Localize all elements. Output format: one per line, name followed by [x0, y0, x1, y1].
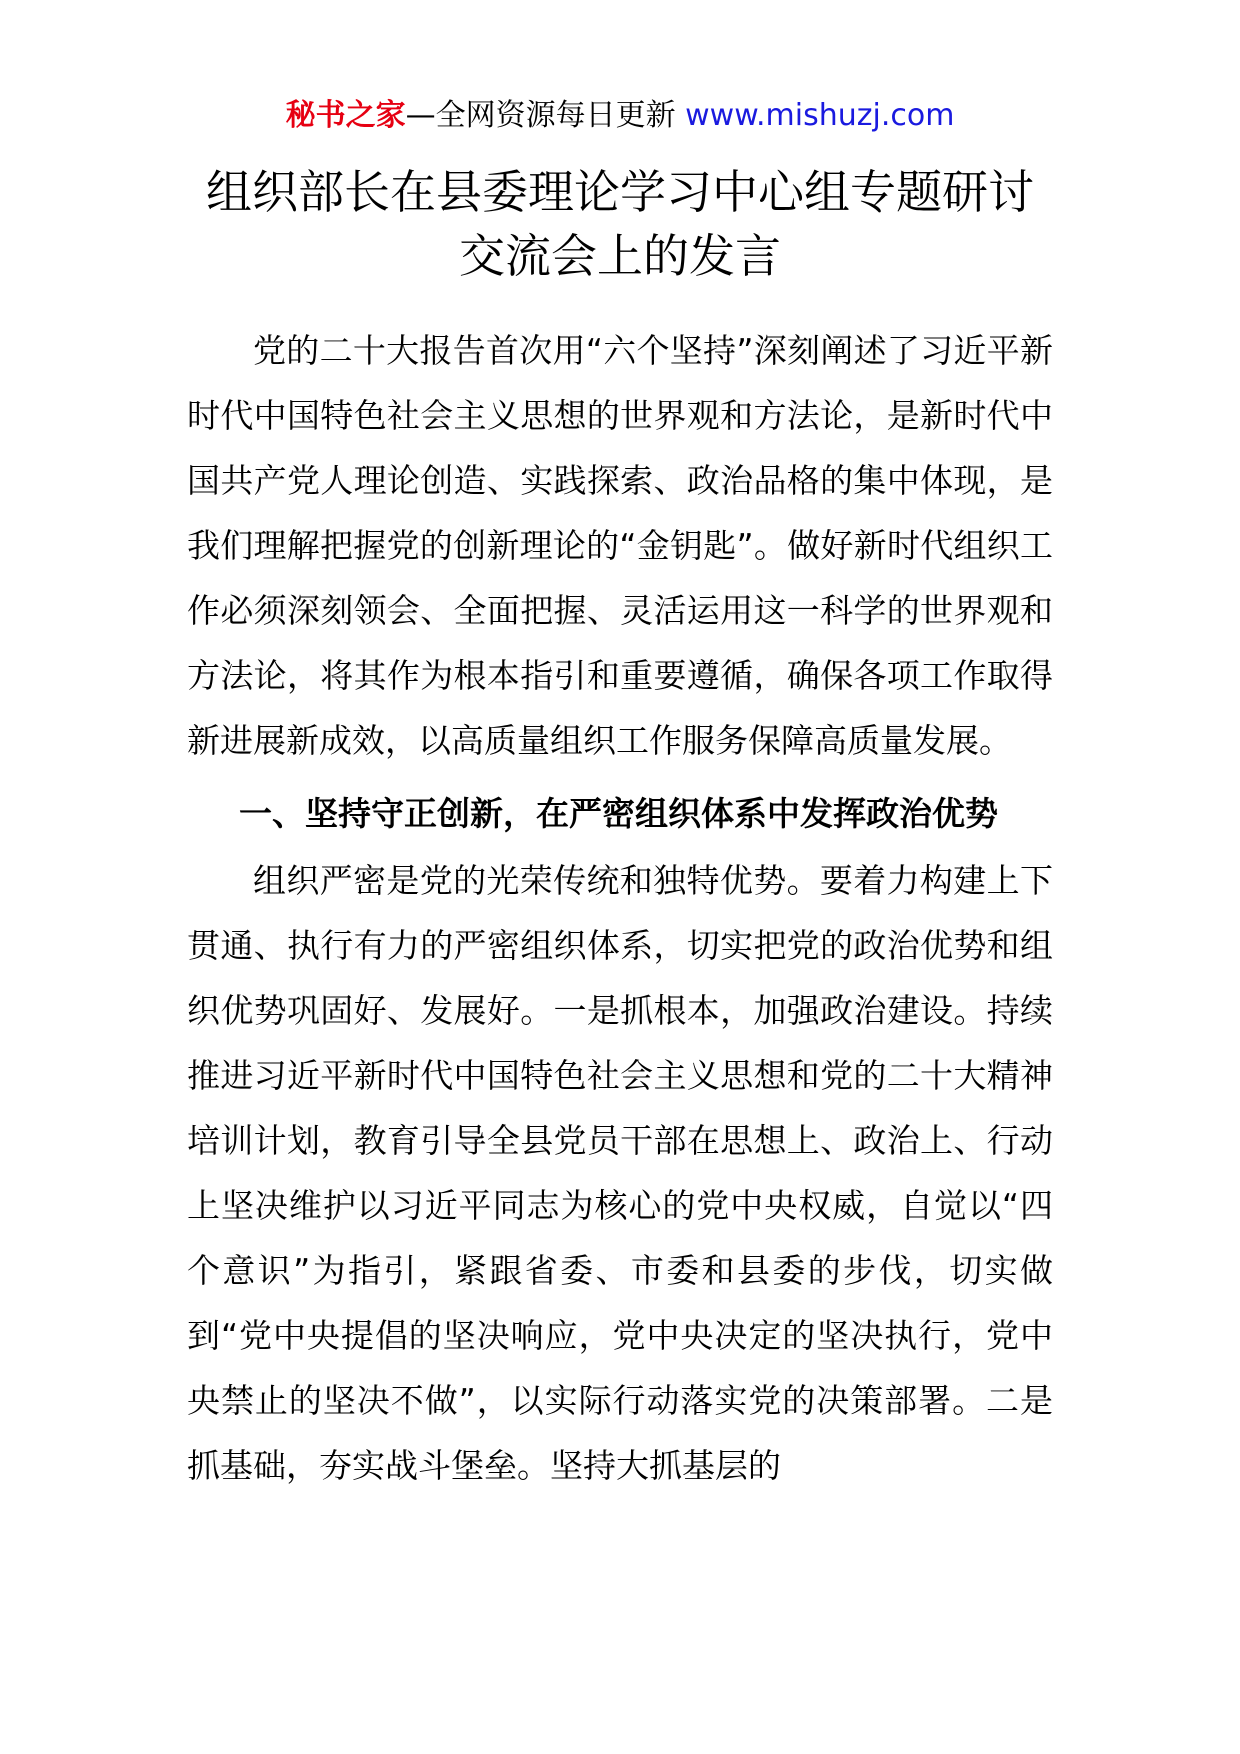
site-link[interactable]: www.mishuzj.com — [685, 98, 955, 133]
section-heading-1: 一、坚持守正创新，在严密组织体系中发挥政治优势 — [239, 794, 998, 833]
title-line-2: 交流会上的发言 — [459, 229, 781, 283]
watermark-header — [0, 96, 1240, 136]
brand-name: 秘书之家 — [285, 98, 406, 133]
paragraph-section-1: 组织严密是党的光荣传统和独特优势。要着力构建上下贯通、执行有力的严密组织体系，切实把党的政治优势和组织优势巩固好、发展好。一是抓根本，加强政治建设。持续推进习近平新时代中国特色社会主义思想和党的二十大精神培训计划，教育引导全县党员干部在思想上、政治上、行动上坚决维护以习近平同志为核心的党中央权威，自觉以“四个意识”为指引，紧跟省委、市委和县委的步伐，切实做到“党中央提倡的坚决响应，党中央决定的坚决执行，党中央禁止的坚决不做”，以实际行动落实党的决策部署。二是抓基础，夯实战斗堡垒。坚持大抓基层的 — [187, 861, 1053, 1485]
title-line-1: 组织部长在县委理论学习中心组专题研讨 — [206, 165, 1034, 219]
paragraph-intro: 党的二十大报告首次用“六个坚持”深刻阐述了习近平新时代中国特色社会主义思想的世界观和方法论，是新时代中国共产党人理论创造、实践探索、政治品格的集中体现，是我们理解把握党的创新理论的“金钥匙”。做好新时代组织工作必须深刻领会、全面把握、灵活运用这一科学的世界观和方法论，将其作为根本指引和重要遵循，确保各项工作取得新进展新成效，以高质量组织工作服务保障高质量发展。 — [187, 331, 1053, 760]
header-tagline: —全网资源每日更新 — [405, 98, 686, 133]
document-title — [120, 160, 1120, 288]
document-body — [187, 318, 1053, 1498]
